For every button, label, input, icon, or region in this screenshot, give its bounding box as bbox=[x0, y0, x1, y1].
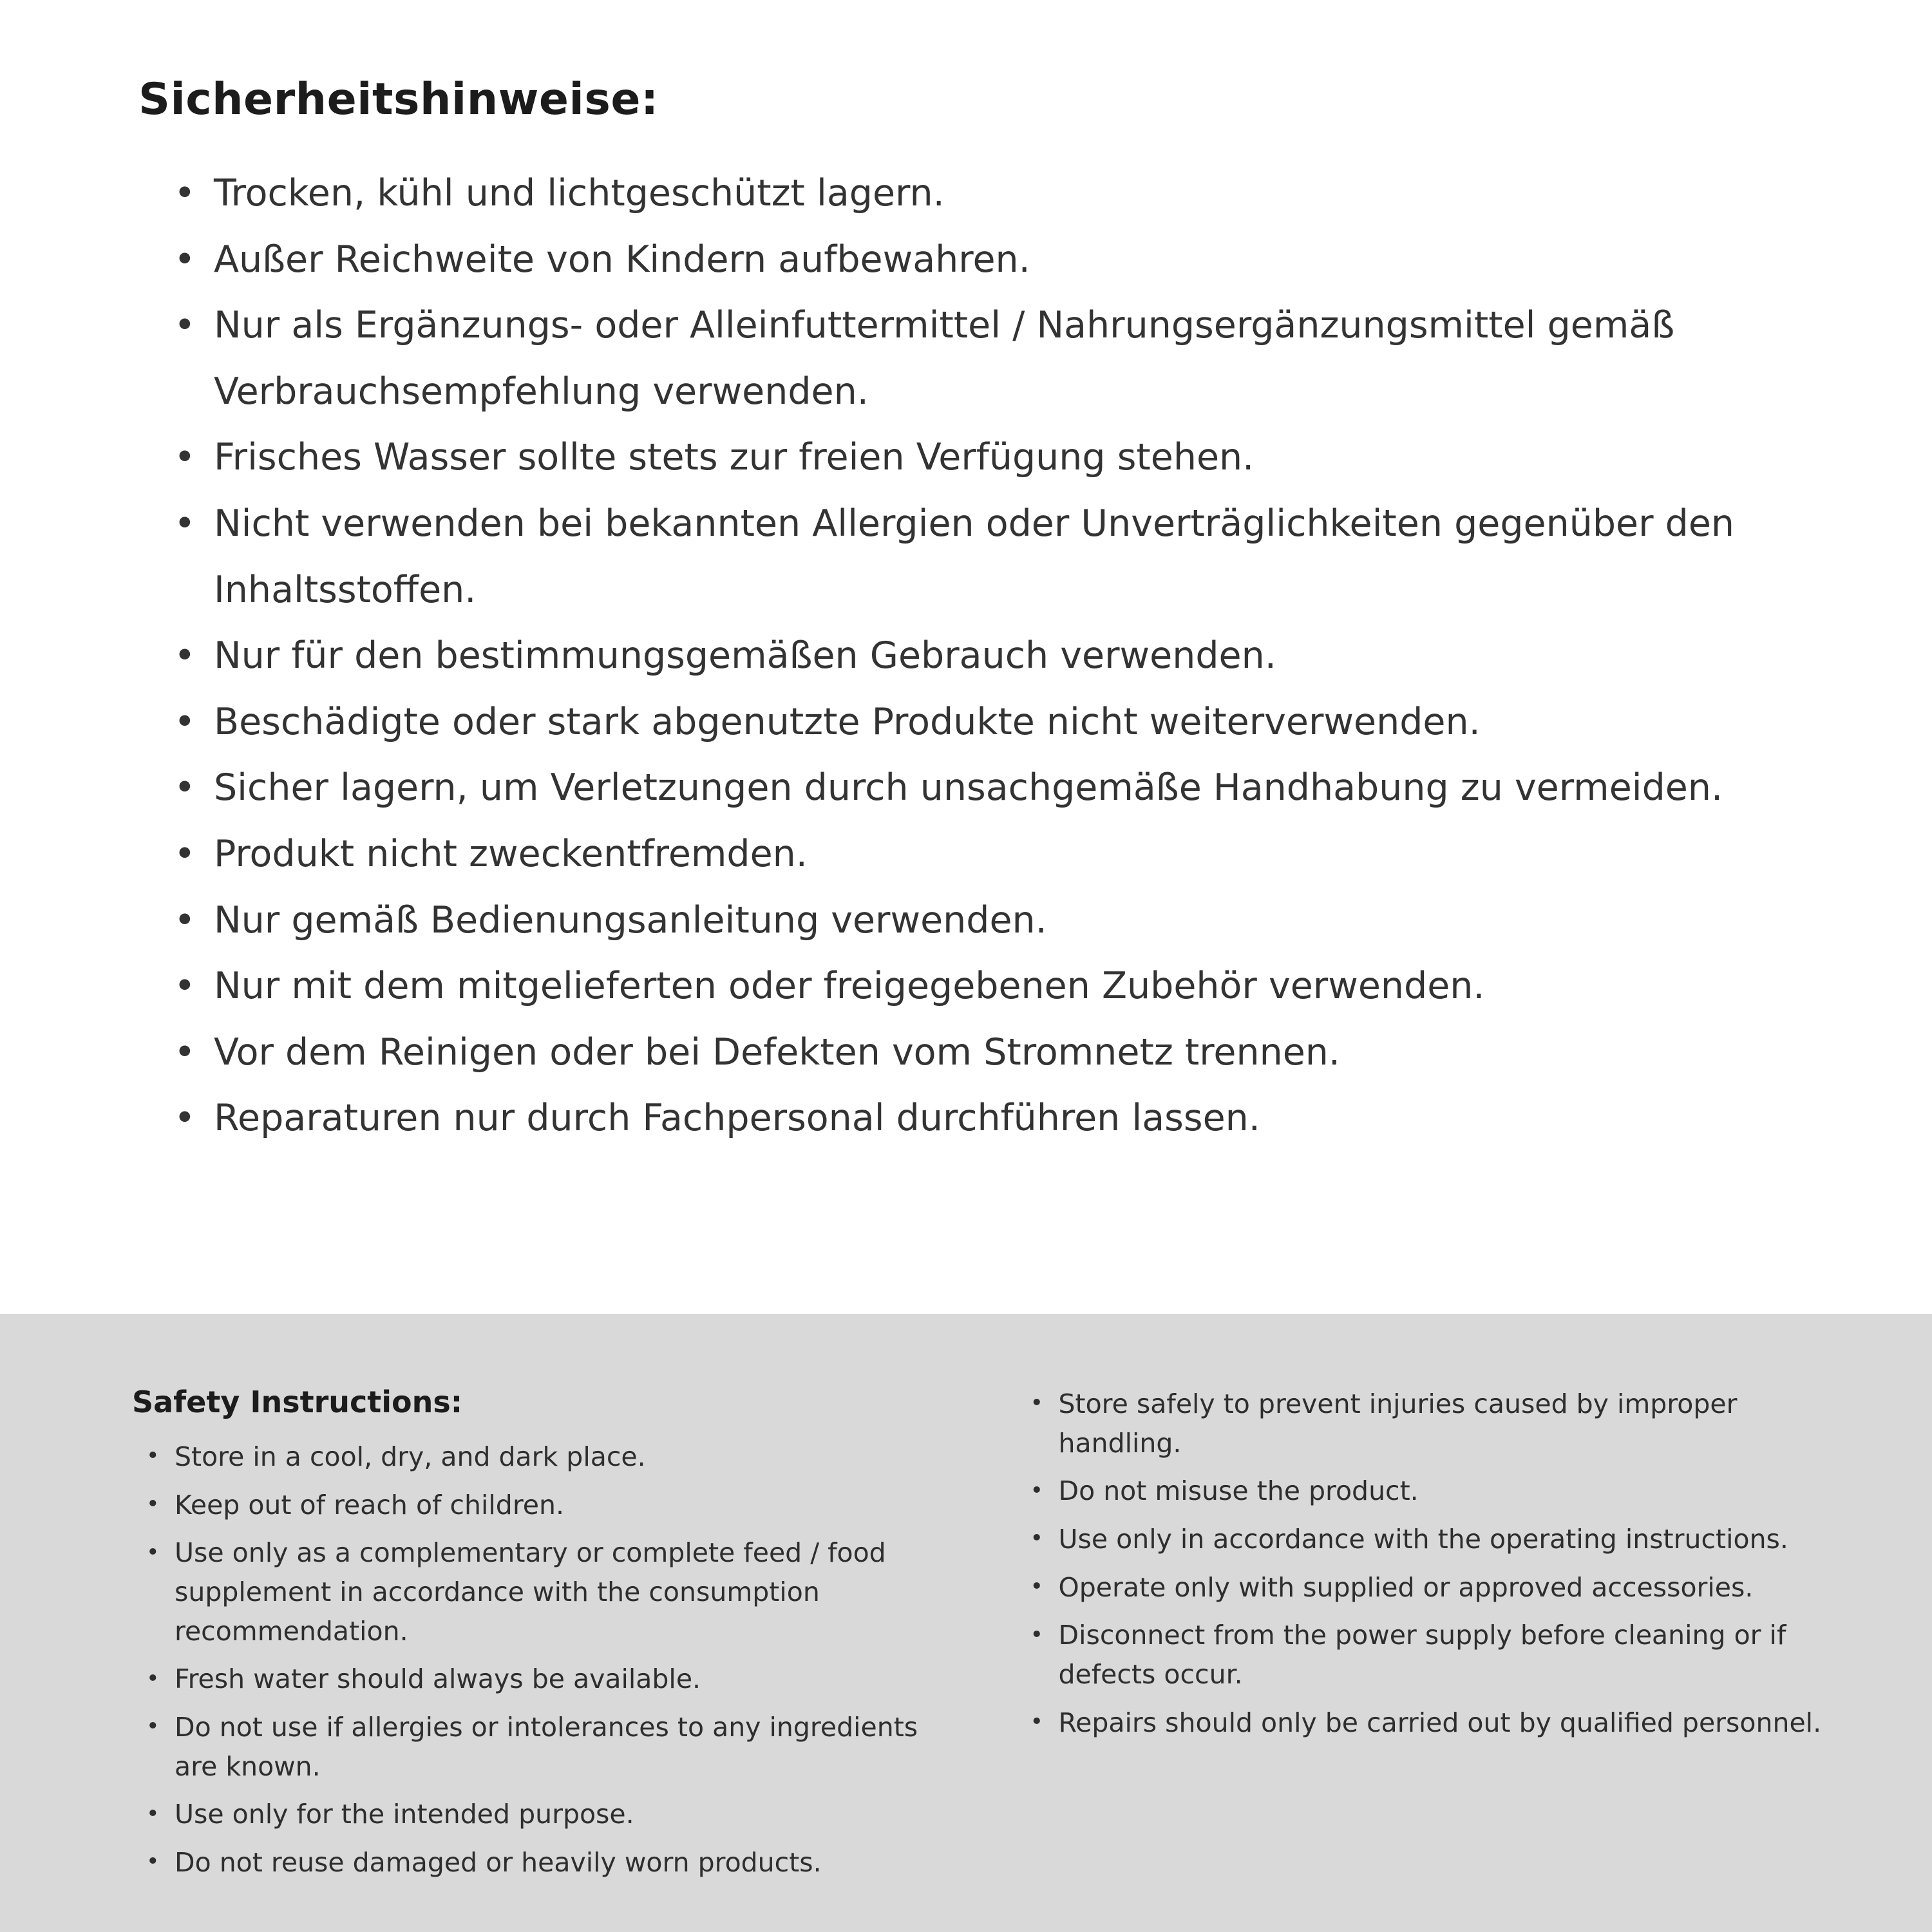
list-item: • Nur als Ergänzungs- oder Alleinfuttermittel / Nahrungsergänzungsmittel gemäß Verbrauchsempfehlung verwenden. bbox=[174, 292, 1835, 424]
list-item: • Produkt nicht zweckentfremden. bbox=[174, 821, 1835, 887]
list-item: • Do not use if allergies or intolerances to any ingredients are known. bbox=[146, 1708, 958, 1786]
list-item: • Vor dem Reinigen oder bei Defekten vom Stromnetz trennen. bbox=[174, 1019, 1835, 1086]
english-safety-list-left bbox=[132, 1437, 958, 1882]
german-safety-heading: Sicherheitshinweise: bbox=[138, 74, 659, 125]
list-item: • Use only as a complementary or complete feed / food supplement in accordance with the consumption recommendation. bbox=[146, 1533, 958, 1651]
english-safety-heading: Safety Instructions: bbox=[132, 1385, 463, 1419]
list-item: • Repairs should only be carried out by qualified personnel. bbox=[1030, 1703, 1842, 1743]
english-left-column bbox=[132, 1385, 958, 1893]
list-item: • Do not misuse the product. bbox=[1030, 1472, 1842, 1511]
list-item: • Nur gemäß Bedienungsanleitung verwenden. bbox=[174, 887, 1835, 954]
english-safety-section bbox=[0, 1314, 1932, 1932]
list-item: • Reparaturen nur durch Fachpersonal durchführen lassen. bbox=[174, 1085, 1835, 1151]
german-safety-list bbox=[138, 160, 1835, 1151]
list-item: • Nicht verwenden bei bekannten Allergien oder Unverträglichkeiten gegenüber den Inhaltsstoffen. bbox=[174, 491, 1835, 623]
list-item: • Nur mit dem mitgelieferten oder freigegebenen Zubehör verwenden. bbox=[174, 953, 1835, 1019]
english-safety-list-right bbox=[1016, 1385, 1842, 1742]
list-item: • Nur für den bestimmungsgemäßen Gebrauch verwenden. bbox=[174, 623, 1835, 689]
list-item: • Trocken, kühl und lichtgeschützt lagern. bbox=[174, 160, 1835, 227]
list-item: • Disconnect from the power supply before cleaning or if defects occur. bbox=[1030, 1616, 1842, 1694]
list-item: • Keep out of reach of children. bbox=[146, 1486, 958, 1525]
list-item: • Frisches Wasser sollte stets zur freien Verfügung stehen. bbox=[174, 424, 1835, 491]
list-item: • Fresh water should always be available. bbox=[146, 1660, 958, 1699]
list-item: • Store in a cool, dry, and dark place. bbox=[146, 1437, 958, 1477]
english-right-column bbox=[1016, 1385, 1842, 1893]
list-item: • Operate only with supplied or approved accessories. bbox=[1030, 1568, 1842, 1607]
list-item: • Do not reuse damaged or heavily worn products. bbox=[146, 1843, 958, 1882]
list-item: • Store safely to prevent injuries caused by improper handling. bbox=[1030, 1385, 1842, 1463]
list-item: • Sicher lagern, um Verletzungen durch unsachgemäße Handhabung zu vermeiden. bbox=[174, 755, 1835, 821]
list-item: • Use only in accordance with the operating instructions. bbox=[1030, 1520, 1842, 1559]
list-item: • Use only for the intended purpose. bbox=[146, 1795, 958, 1834]
list-item: • Beschädigte oder stark abgenutzte Produkte nicht weiterverwenden. bbox=[174, 689, 1835, 755]
list-item: • Außer Reichweite von Kindern aufbewahren. bbox=[174, 227, 1835, 293]
